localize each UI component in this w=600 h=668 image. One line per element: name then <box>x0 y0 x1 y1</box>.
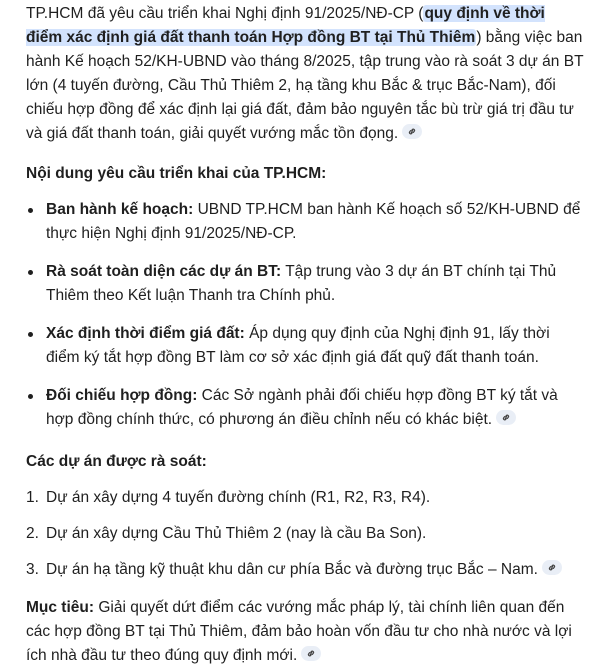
item-number: 2. <box>26 525 39 542</box>
item-text: Áp dụng quy định của Nghị định 91, lấy thời điểm ký tắt hợp đồng BT làm cơ sở xác định giá đất quỹ đất thanh toán. <box>46 325 550 366</box>
goal-text: Giải quyết dứt điểm các vướng mắc pháp lý, tài chính liên quan đến các hợp đồng BT tại Thủ Thiêm, đảm bảo hoàn vốn đầu tư cho nhà nước và lợi ích nhà đầu tư theo đúng quy định mới. <box>26 599 572 664</box>
item-text: Dự án xây dựng Cầu Thủ Thiêm 2 (nay là cầu Ba Son). <box>46 525 427 542</box>
item-number: 1. <box>26 489 39 506</box>
link-icon <box>501 413 511 422</box>
source-link-chip[interactable] <box>402 124 422 139</box>
item-label: Ban hành kế hoạch: <box>46 201 194 218</box>
goal-paragraph <box>26 596 584 668</box>
item-label: Xác định thời điểm giá đất: <box>46 325 245 342</box>
source-link-chip[interactable] <box>496 410 516 425</box>
list-item <box>26 322 584 370</box>
list-item <box>26 260 584 308</box>
link-icon <box>407 127 417 136</box>
source-link-chip[interactable] <box>542 560 562 575</box>
intro-text-before: TP.HCM đã yêu cầu triển khai Nghị định 91/2025/NĐ-CP ( <box>26 5 424 22</box>
item-label: Đối chiếu hợp đồng: <box>46 387 198 404</box>
link-icon <box>547 563 557 572</box>
list-item <box>26 522 584 546</box>
item-text: Dự án xây dựng 4 tuyến đường chính (R1, R2, R3, R4). <box>46 489 431 506</box>
intro-highlight[interactable]: quy định về thời điểm xác định giá đất thanh toán Hợp đồng BT tại Thủ Thiêm <box>26 5 545 46</box>
item-label: Rà soát toàn diện các dự án BT: <box>46 263 282 280</box>
link-icon <box>306 649 316 658</box>
projects-list <box>26 486 584 582</box>
item-text: UBND TP.HCM ban hành Kế hoạch số 52/KH-UBND để thực hiện Nghị định 91/2025/NĐ-CP. <box>46 201 581 242</box>
list-item <box>26 198 584 246</box>
requirements-list <box>26 198 584 432</box>
intro-paragraph <box>26 2 584 146</box>
item-text: Dự án hạ tầng kỹ thuật khu dân cư phía Bắc và đường trục Bắc – Nam. <box>46 561 538 578</box>
intro-text-after: ) bằng việc ban hành Kế hoạch 52/KH-UBND vào tháng 8/2025, tập trung vào rà soát 3 dự án BT lớn (4 tuyến đường, Cầu Thủ Thiêm 2, hạ tầng khu Bắc & trục Bắc-Nam), đối chiếu hợp đồng để xác định lại giá đất, đảm bảo nguyên tắc bù trừ giá trị đầu tư và giá đất thanh toán, giải quyết vướng mắc tồn đọng. <box>26 29 584 142</box>
list-item <box>26 384 584 432</box>
item-number: 3. <box>26 561 39 578</box>
item-text: Tập trung vào 3 dự án BT chính tại Thủ Thiêm theo Kết luận Thanh tra Chính phủ. <box>46 263 557 304</box>
section-heading-projects: Các dự án được rà soát: <box>26 453 207 470</box>
goal-label: Mục tiêu: <box>26 599 95 616</box>
list-item <box>26 486 584 510</box>
item-text: Các Sở ngành phải đối chiếu hợp đồng BT ký tắt và hợp đồng chính thức, có phương án điều chỉnh nếu có khác biệt. <box>46 387 558 428</box>
list-item <box>26 558 584 582</box>
source-link-chip[interactable] <box>301 646 321 661</box>
section-heading-requirements: Nội dung yêu cầu triển khai của TP.HCM: <box>26 165 327 182</box>
